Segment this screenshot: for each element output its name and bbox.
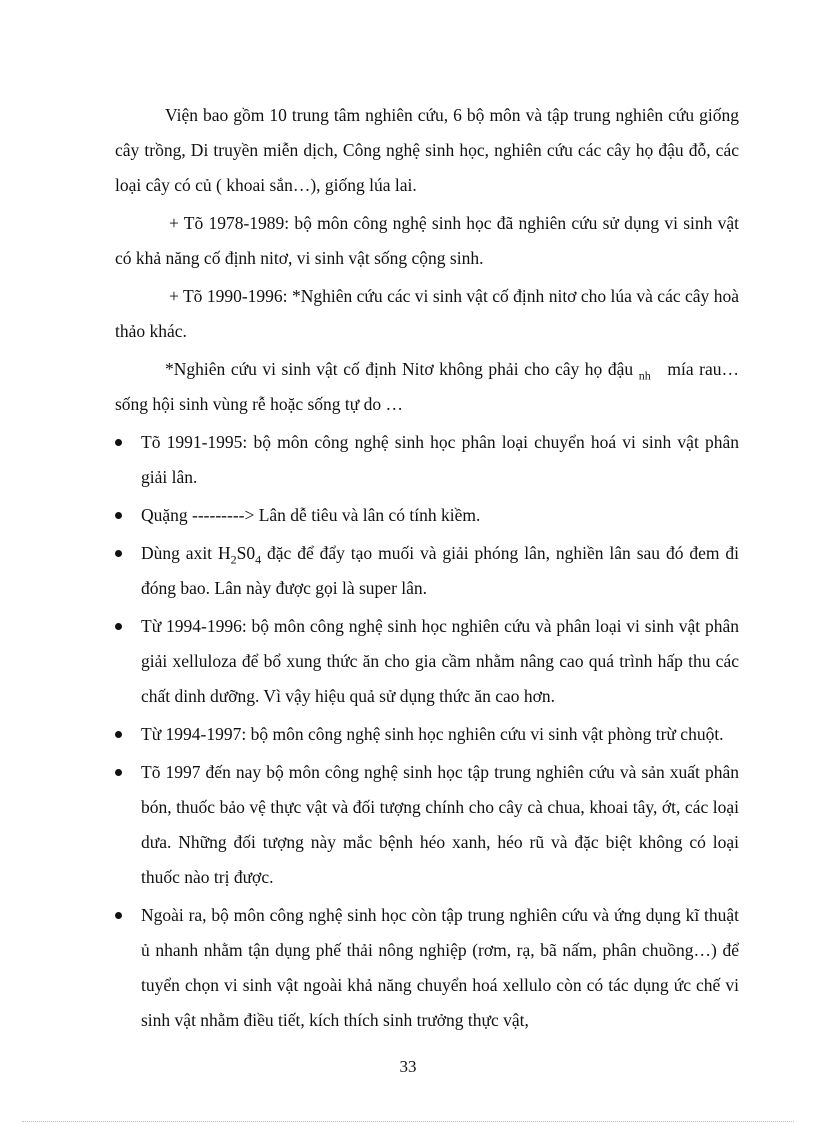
bullet-icon [115,912,122,919]
text-run: S0 [236,543,256,563]
subscript-text: nh [638,368,651,383]
paragraph-1978-1989: + Tõ 1978-1989: bộ môn công nghệ sinh học đã nghiên cứu sử dụng vi sinh vật có khả năng cố định nitơ, vi sinh vật sống cộng sinh. [115,213,739,268]
paragraph-1990-1996: + Tõ 1990-1996: *Nghiên cứu các vi sinh vật cố định nitơ cho lúa và các cây hoà thảo khác. [115,286,739,341]
footer-divider [22,1121,794,1122]
page-number: 33 [399,1057,417,1076]
bullet-list [115,425,739,1038]
bullet-icon [115,439,122,446]
list-item-text: Tõ 1997 đến nay bộ môn công nghệ sinh học tập trung nghiên cứu và sản xuất phân bón, thuốc bảo vệ thực vật và đối tượng chính cho cây cà chua, khoai tây, ớt, các loại dưa. Những đối tượng này mắc bệnh héo xanh, héo rũ và đặc biệt không có loại thuốc nào trị được. [141,762,739,887]
list-item [115,755,739,895]
bullet-icon [115,769,122,776]
list-item [115,498,739,533]
list-item-text: Từ 1994-1996: bộ môn công nghệ sinh học nghiên cứu và phân loại vi sinh vật phân giải xelluloza để bổ xung thức ăn cho gia cầm nhằm nâng cao quá trình hấp thu các chất dinh dưỡng. Vì vậy hiệu quả sử dụng thức ăn cao hơn. [141,616,739,706]
list-item-text: Quặng ---------> Lân dễ tiêu và lân có tính kiềm. [141,505,481,525]
list-item-text: Ngoài ra, bộ môn công nghệ sinh học còn tập trung nghiên cứu và ứng dụng kĩ thuật ủ nhanh nhằm tận dụng phế thải nông nghiệp (rơm, rạ, bã nấm, phân chuồng…) để tuyển chọn vi sinh vật ngoài khả năng chuyển hoá xellulo còn có tác dụng ức chế vi sinh vật nhằm điều tiết, kích thích sinh trưởng thực vật, [141,905,739,1030]
list-item [115,609,739,714]
text-run: Dùng axit H [141,543,231,563]
paragraph-institute-overview: Viện bao gồm 10 trung tâm nghiên cứu, 6 bộ môn và tập trung nghiên cứu giống cây trồng, Di truyền miễn dịch, Công nghệ sinh học, nghiên cứu các cây họ đậu đỗ, các loại cây có củ ( khoai sắn…), giống lúa lai. [115,105,739,195]
text-run: đặc để đẩy tạo muối và giải phóng lân, nghiền lân sau đó đem đi đóng bao. Lân này được gọi là super lân. [141,543,740,598]
text-run: mía rau… sống hội sinh vùng rễ hoặc sống tự do … [115,359,740,414]
bullet-icon [115,512,122,519]
subscript-text: 4 [255,552,262,567]
paragraph-nitrogen-research [115,352,739,422]
list-item [115,898,739,1038]
list-item-text: Từ 1994-1997: bộ môn công nghệ sinh học nghiên cứu vi sinh vật phòng trừ chuột. [141,724,724,744]
list-item-text [141,543,739,598]
text-run: *Nghiên cứu vi sinh vật cố định Nitơ không phải cho cây họ đậu [165,359,634,379]
list-item [115,425,739,495]
bullet-icon [115,623,122,630]
list-item [115,536,739,606]
list-item-text: Tõ 1991-1995: bộ môn công nghệ sinh học phân loại chuyển hoá vi sinh vật phân giải lân. [141,432,739,487]
bullet-icon [115,550,122,557]
list-item [115,717,739,752]
document-body [115,98,739,1041]
bullet-icon [115,731,122,738]
subscript-text: 2 [230,552,237,567]
